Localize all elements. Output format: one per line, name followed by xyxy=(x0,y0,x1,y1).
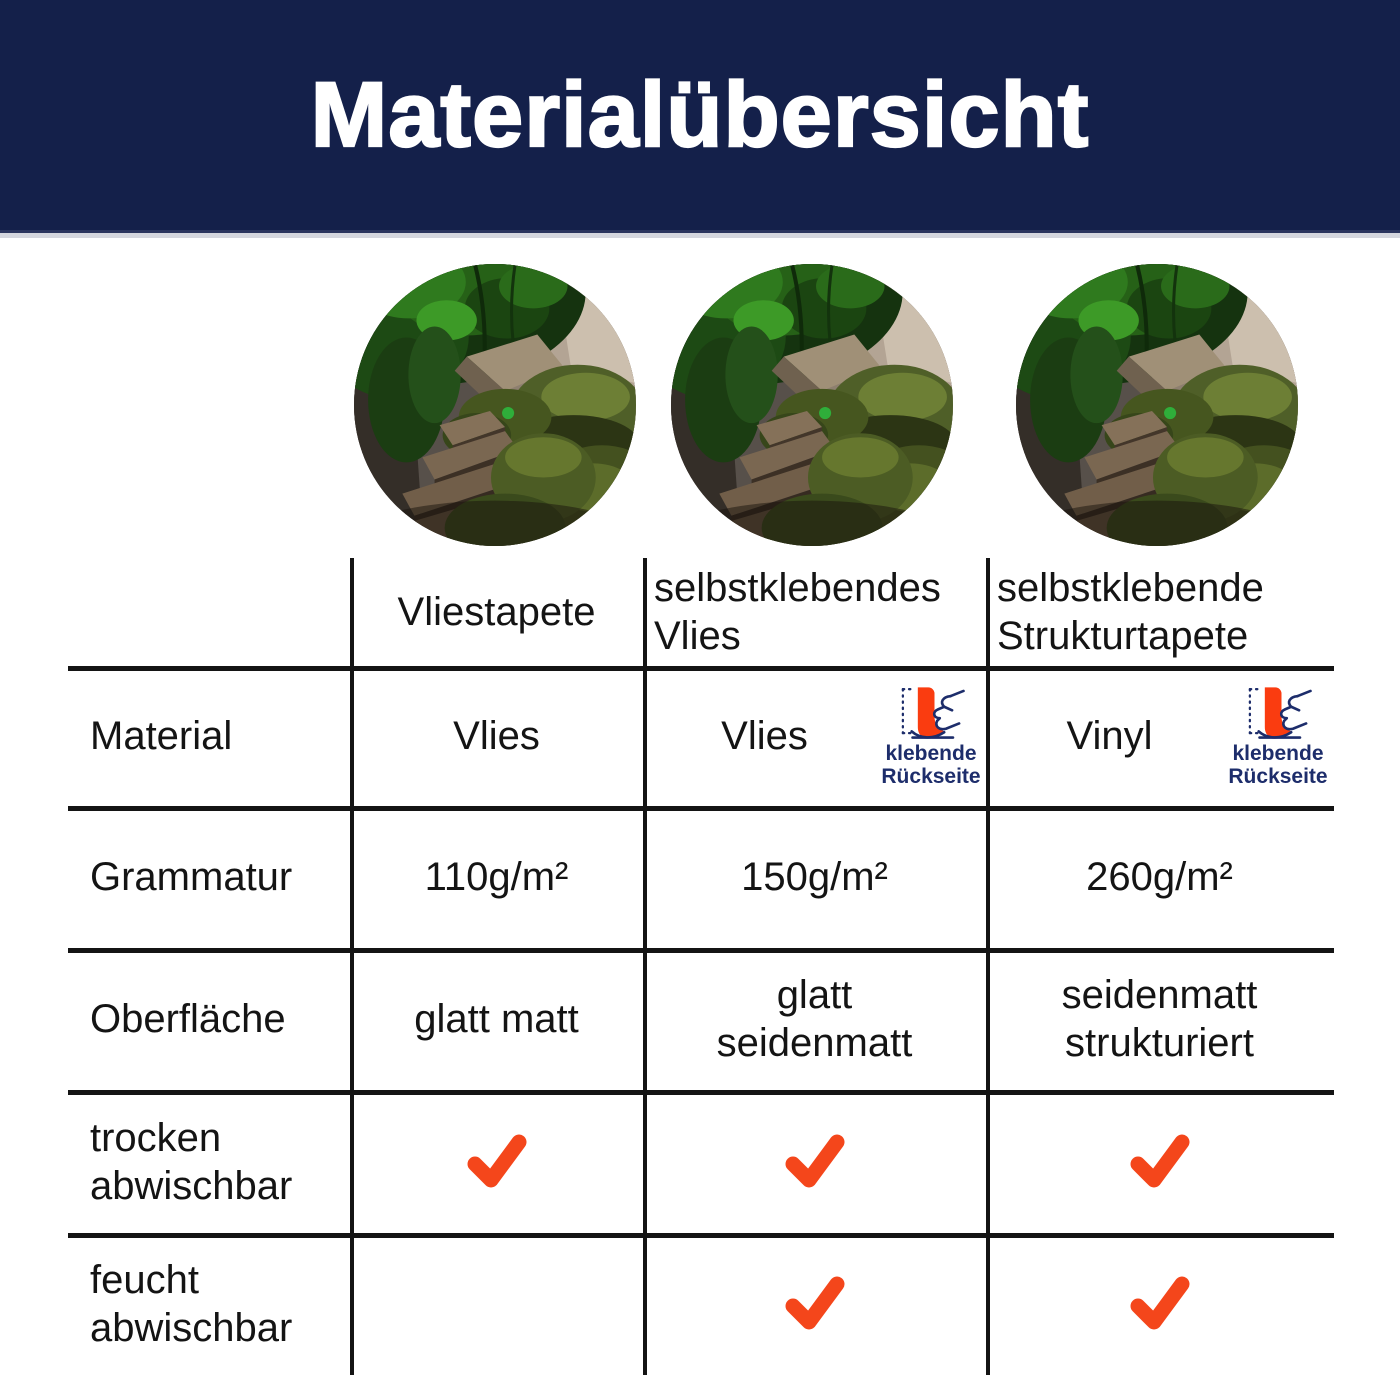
row-label-material xyxy=(68,666,350,806)
check-icon xyxy=(785,1134,845,1190)
surface-value-line: seidenmatt xyxy=(716,1021,913,1065)
product-photo-selbstklebende-strukturtapete xyxy=(1016,264,1298,546)
wet-wipeable-col1 xyxy=(350,1233,643,1375)
material-value-col1 xyxy=(350,666,643,806)
column-header-selbstklebende-strukturtapete xyxy=(986,558,1333,666)
check-icon xyxy=(1130,1134,1190,1190)
dry-wipeable-col1 xyxy=(350,1090,643,1233)
row-label-text: Oberfläche xyxy=(90,997,286,1041)
grammage-value: 110g/m² xyxy=(424,855,569,899)
wet-wipeable-col3 xyxy=(986,1233,1333,1375)
row-label-text: abwischbar xyxy=(90,1163,293,1208)
column-title-line: Vlies xyxy=(654,614,741,658)
row-label-feucht-abwischbar xyxy=(68,1233,350,1375)
surface-value-col2 xyxy=(643,948,986,1090)
material-value-col2 xyxy=(643,666,986,806)
product-photo-selbstklebendes-vlies xyxy=(671,264,953,546)
grammage-value-col2 xyxy=(643,806,986,948)
row-label-text: feucht xyxy=(90,1258,199,1302)
adhesive-badge-label: Rückseite xyxy=(1228,765,1328,788)
check-icon xyxy=(785,1276,845,1332)
dry-wipeable-col2 xyxy=(643,1090,986,1233)
adhesive-badge-label: Rückseite xyxy=(881,765,981,788)
mossy-steps-photo-icon xyxy=(354,264,636,546)
grammage-value-col3 xyxy=(986,806,1333,948)
row-label-grammatur xyxy=(68,806,350,948)
grammage-value: 260g/m² xyxy=(1086,855,1233,899)
column-header-vliestapete xyxy=(350,558,643,666)
check-icon xyxy=(467,1134,527,1190)
row-label-oberflaeche xyxy=(68,948,350,1090)
comparison-table xyxy=(68,558,1333,1375)
column-header-selbstklebendes-vlies xyxy=(643,558,986,666)
material-value: Vlies xyxy=(721,714,808,758)
column-title-line: Vliestapete xyxy=(397,590,596,634)
mossy-steps-photo-icon xyxy=(671,264,953,546)
row-label-text: Grammatur xyxy=(90,855,293,899)
adhesive-backing-icon xyxy=(895,684,967,742)
row-label-text: abwischbar xyxy=(90,1306,293,1350)
grammage-value-col1 xyxy=(350,806,643,948)
product-photo-vliestapete xyxy=(354,264,636,546)
grammage-value: 150g/m² xyxy=(741,855,888,899)
adhesive-backing-badge xyxy=(881,684,981,788)
column-title-line: selbstklebende xyxy=(997,566,1264,610)
wet-wipeable-col2 xyxy=(643,1233,986,1375)
header-band xyxy=(0,0,1400,233)
adhesive-backing-icon xyxy=(1242,684,1314,742)
check-icon xyxy=(1130,1276,1190,1332)
dry-wipeable-col3 xyxy=(986,1090,1333,1233)
page-title: Materialübersicht xyxy=(310,63,1090,166)
adhesive-badge-label: klebende xyxy=(885,741,977,765)
adhesive-backing-badge xyxy=(1228,684,1328,788)
column-title-line: selbstklebendes xyxy=(654,566,941,610)
surface-value-col1 xyxy=(350,948,643,1090)
surface-value-line: strukturiert xyxy=(1065,1021,1254,1065)
material-value: Vinyl xyxy=(1066,714,1153,758)
surface-value-line: seidenmatt xyxy=(1061,973,1258,1017)
adhesive-badge-label: klebende xyxy=(1232,741,1324,765)
mossy-steps-photo-icon xyxy=(1016,264,1298,546)
surface-value-col3 xyxy=(986,948,1333,1090)
row-label-trocken-abwischbar xyxy=(68,1090,350,1233)
column-title-line: Strukturtapete xyxy=(997,614,1249,658)
surface-value-line: glatt xyxy=(776,973,853,1017)
surface-value-line: glatt matt xyxy=(414,997,579,1041)
material-value: Vlies xyxy=(453,714,540,758)
row-label-text: Material xyxy=(90,714,233,758)
table-corner-cell xyxy=(68,558,350,666)
material-value-col3 xyxy=(986,666,1333,806)
row-label-text: trocken xyxy=(90,1115,222,1160)
